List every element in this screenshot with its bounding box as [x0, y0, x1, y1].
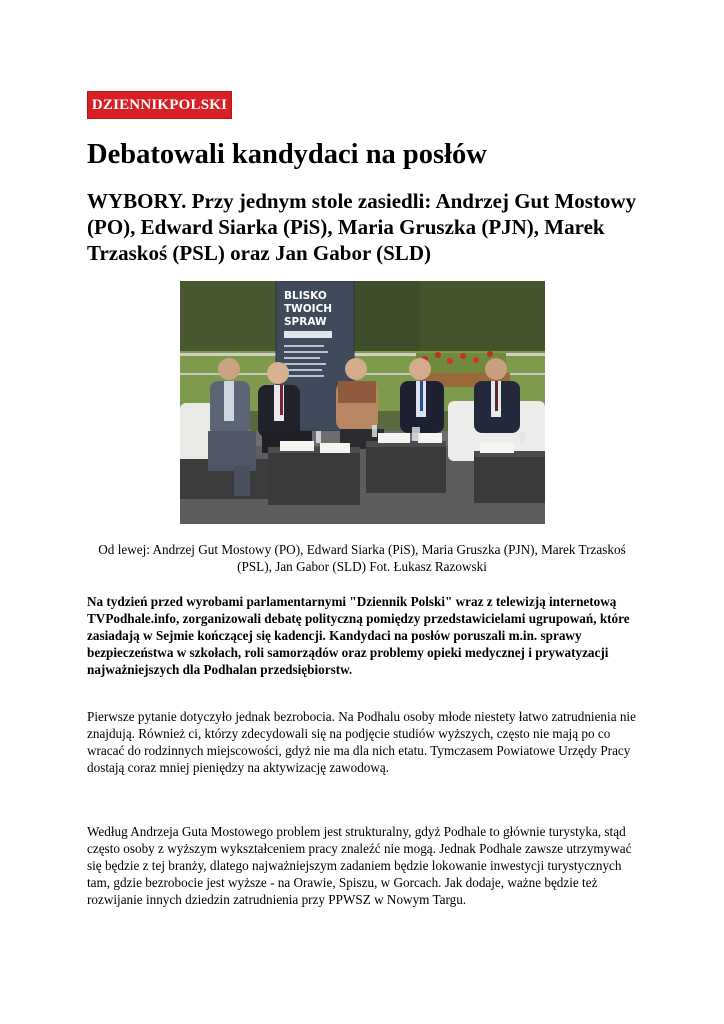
photo-caption: Od lewej: Andrzej Gut Mostowy (PO), Edward Siarka (PiS), Maria Gruszka (PJN), Marek Trzaskoś (PSL), Jan Gabor (SLD) Fot. Łukasz Razowski	[98, 542, 626, 574]
article-title: Debatowali kandydaci na posłów	[87, 139, 487, 170]
banner-line-2: TWOICH	[284, 303, 333, 315]
article-subtitle: WYBORY. Przy jednym stole zasiedli: Andrzej Gut Mostowy (PO), Edward Siarka (PiS), Maria Gruszka (PJN), Marek Trzaskoś (PSL) oraz Jan Gabor (SLD)	[87, 189, 637, 265]
article-paragraph: Pierwsze pytanie dotyczyło jednak bezrobocia. Na Podhalu osoby młode niestety łatwo zatrudnienia nie znajdują. Również ci, którzy zdecydowali się na podjęcie studiów wyższych, często nie mają po co wracać do rodzinnych miejscowości, gdyż nie ma dla nich etatu. Tymczasem Powiatowe Urzędy Pracy dostają coraz mniej pieniędzy na aktywizację zawodową.	[87, 709, 636, 776]
logo-text: DZIENNIKPOLSKI	[91, 96, 228, 113]
banner-line-3: SPRAW	[284, 316, 327, 328]
dziennik-polski-logo[interactable]	[87, 91, 232, 119]
article-paragraph: Według Andrzeja Guta Mostowego problem jest strukturalny, gdyż Podhale to głównie turystyka, stąd często osoby z wyższym wykształceniem pracy znaleźć nie mogą. Jednak Podhale zawsze utrzymywać się będzie z tej branży, dlatego najważniejszym zadaniem będzie lokowanie inwestycji turystycznych tam, gdzie bezrobocie jest wyższe - na Orawie, Spiszu, w Gorcach. Jak dodaje, ważne będzie też rozwijanie innych dziedzin zatrudnienia przy PPWSZ w Nowym Targu.	[87, 824, 632, 908]
debate-photo-illustration	[180, 281, 545, 524]
article-lead: Na tydzień przed wyrobami parlamentarnymi "Dziennik Polski" wraz z telewizją internetową TVPodhale.info, zorganizowali debatę polityczną pomiędzy przedstawicielami ugrupowań, które zasiadają w Sejmie kończącej się kadencji. Kandydaci na posłów poruszali m.in. sprawy bezpieczeństwa w szkołach, roli samorządów oraz problemy opieki medycznej i prywatyzacji najważniejszych dla Podhalan przedsiębiorstw.	[87, 594, 630, 678]
debate-photo	[180, 281, 545, 524]
banner-line-1: BLISKO	[284, 290, 327, 302]
